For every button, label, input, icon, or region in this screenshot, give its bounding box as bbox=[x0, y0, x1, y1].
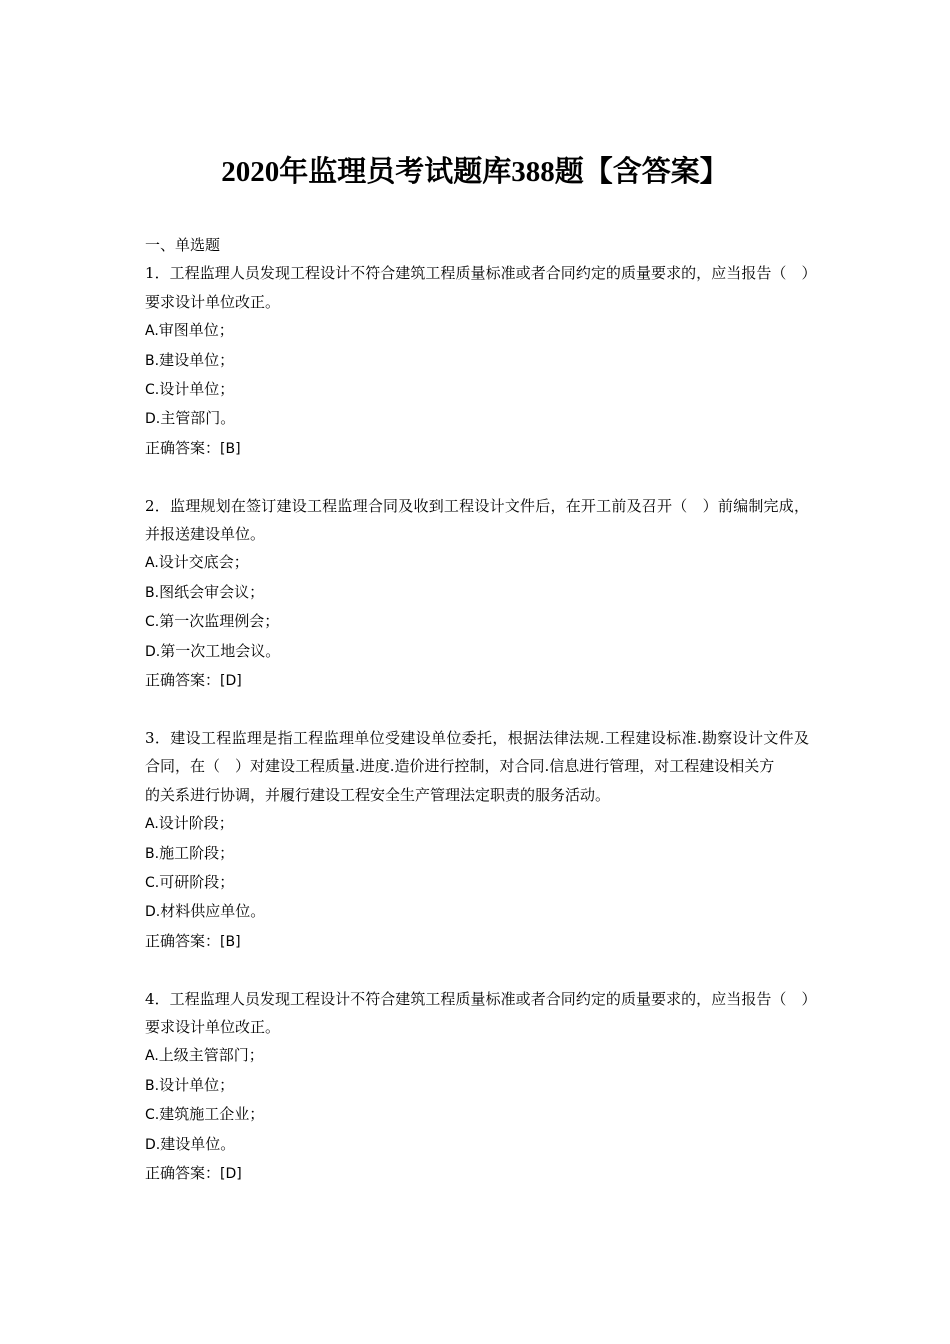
option-letter: C. bbox=[145, 1107, 160, 1124]
option-text: 可研阶段； bbox=[159, 872, 235, 891]
option-a bbox=[145, 316, 809, 345]
option-letter: D. bbox=[145, 411, 161, 428]
correct-answer bbox=[145, 1159, 809, 1188]
option-letter: B. bbox=[145, 845, 160, 862]
option-d bbox=[145, 1130, 809, 1159]
question-item bbox=[145, 724, 809, 956]
option-letter: A. bbox=[145, 323, 159, 340]
correct-answer bbox=[145, 434, 809, 463]
document-title: 2020年监理员考试题库388题【含答案】 bbox=[221, 156, 729, 188]
question-text: 监理规划在签订建设工程监理合同及收到工程设计文件后，在开工前及召开（ ）前编制完成，并报送建设单位。 bbox=[145, 496, 809, 544]
question-item bbox=[145, 492, 809, 696]
option-c bbox=[145, 375, 809, 404]
option-text: 设计单位； bbox=[159, 1075, 235, 1094]
option-d bbox=[145, 404, 809, 433]
answer-value: [D] bbox=[220, 1165, 242, 1182]
question-stem bbox=[145, 492, 809, 549]
option-letter: A. bbox=[145, 1048, 159, 1065]
option-text: 上级主管部门； bbox=[158, 1046, 264, 1065]
option-c bbox=[145, 607, 809, 636]
option-letter: B. bbox=[145, 584, 160, 601]
option-text: 材料供应单位。 bbox=[160, 902, 266, 921]
option-a bbox=[145, 809, 809, 838]
question-stem bbox=[145, 259, 809, 316]
answer-value: [B] bbox=[220, 933, 241, 950]
option-a bbox=[145, 548, 809, 577]
correct-answer bbox=[145, 666, 809, 695]
option-text: 第一次监理例会； bbox=[159, 612, 280, 631]
question-stem-line bbox=[145, 492, 809, 549]
option-letter: C. bbox=[145, 614, 160, 631]
option-text: 审图单位； bbox=[158, 321, 234, 340]
option-letter: A. bbox=[145, 816, 159, 833]
answer-value: [B] bbox=[220, 440, 241, 457]
answer-value: [D] bbox=[220, 673, 242, 690]
question-stem-line bbox=[145, 259, 809, 316]
question-text: 工程监理人员发现工程设计不符合建筑工程质量标准或者合同约定的质量要求的，应当报告（ ）要求设计单位改正。 bbox=[145, 264, 809, 311]
answer-label: 正确答案： bbox=[145, 1163, 221, 1182]
answer-label: 正确答案： bbox=[145, 438, 221, 457]
option-text: 施工阶段； bbox=[159, 843, 235, 862]
section-heading: 一、单选题 bbox=[145, 236, 221, 254]
option-text: 设计单位； bbox=[159, 380, 235, 399]
option-c bbox=[145, 1100, 809, 1129]
option-text: 设计阶段； bbox=[158, 814, 234, 833]
option-letter: C. bbox=[145, 382, 160, 399]
option-text: 设计交底会； bbox=[158, 553, 249, 572]
question-text: 建设工程监理是指工程监理单位受建设单位委托，根据法律法规.工程建设标准.勘察设计文件及合同，在（ ）对建设工程质量.进度.造价进行控制，对合同.信息进行管理，对工程建设相关方 bbox=[145, 728, 810, 776]
option-letter: A. bbox=[145, 555, 159, 572]
question-number: 4． bbox=[145, 989, 170, 1008]
question-stem-line bbox=[145, 724, 809, 781]
question-item bbox=[145, 985, 809, 1189]
answer-label: 正确答案： bbox=[145, 671, 221, 690]
option-d bbox=[145, 897, 809, 926]
question-stem-line: 的关系进行协调，并履行建设工程安全生产管理法定职责的服务活动。 bbox=[145, 785, 611, 804]
option-letter: D. bbox=[145, 904, 161, 921]
option-letter: B. bbox=[145, 352, 160, 369]
option-text: 建筑施工企业； bbox=[159, 1105, 265, 1124]
question-text: 工程监理人员发现工程设计不符合建筑工程质量标准或者合同约定的质量要求的，应当报告（ ）要求设计单位改正。 bbox=[145, 989, 809, 1036]
option-b bbox=[145, 839, 809, 868]
option-a bbox=[145, 1041, 809, 1070]
option-b bbox=[145, 1071, 809, 1100]
option-letter: B. bbox=[145, 1077, 160, 1094]
option-c bbox=[145, 868, 809, 897]
question-number: 1． bbox=[145, 264, 170, 283]
question-stem bbox=[145, 985, 809, 1042]
option-letter: D. bbox=[145, 643, 161, 660]
option-letter: C. bbox=[145, 874, 160, 891]
question-number: 3． bbox=[145, 728, 171, 747]
option-d bbox=[145, 637, 809, 666]
option-text: 建设单位； bbox=[159, 350, 235, 369]
question-stem bbox=[145, 724, 809, 809]
option-b bbox=[145, 578, 809, 607]
option-text: 第一次工地会议。 bbox=[160, 641, 281, 660]
option-b bbox=[145, 346, 809, 375]
correct-answer bbox=[145, 927, 809, 956]
question-number: 2． bbox=[145, 496, 170, 515]
option-text: 主管部门。 bbox=[160, 409, 236, 428]
question-stem-line bbox=[145, 985, 809, 1042]
question-item bbox=[145, 259, 809, 463]
option-text: 图纸会审会议； bbox=[159, 582, 265, 601]
answer-label: 正确答案： bbox=[145, 931, 221, 950]
option-text: 建设单位。 bbox=[160, 1134, 236, 1153]
option-letter: D. bbox=[145, 1136, 161, 1153]
document-body bbox=[145, 231, 809, 1217]
